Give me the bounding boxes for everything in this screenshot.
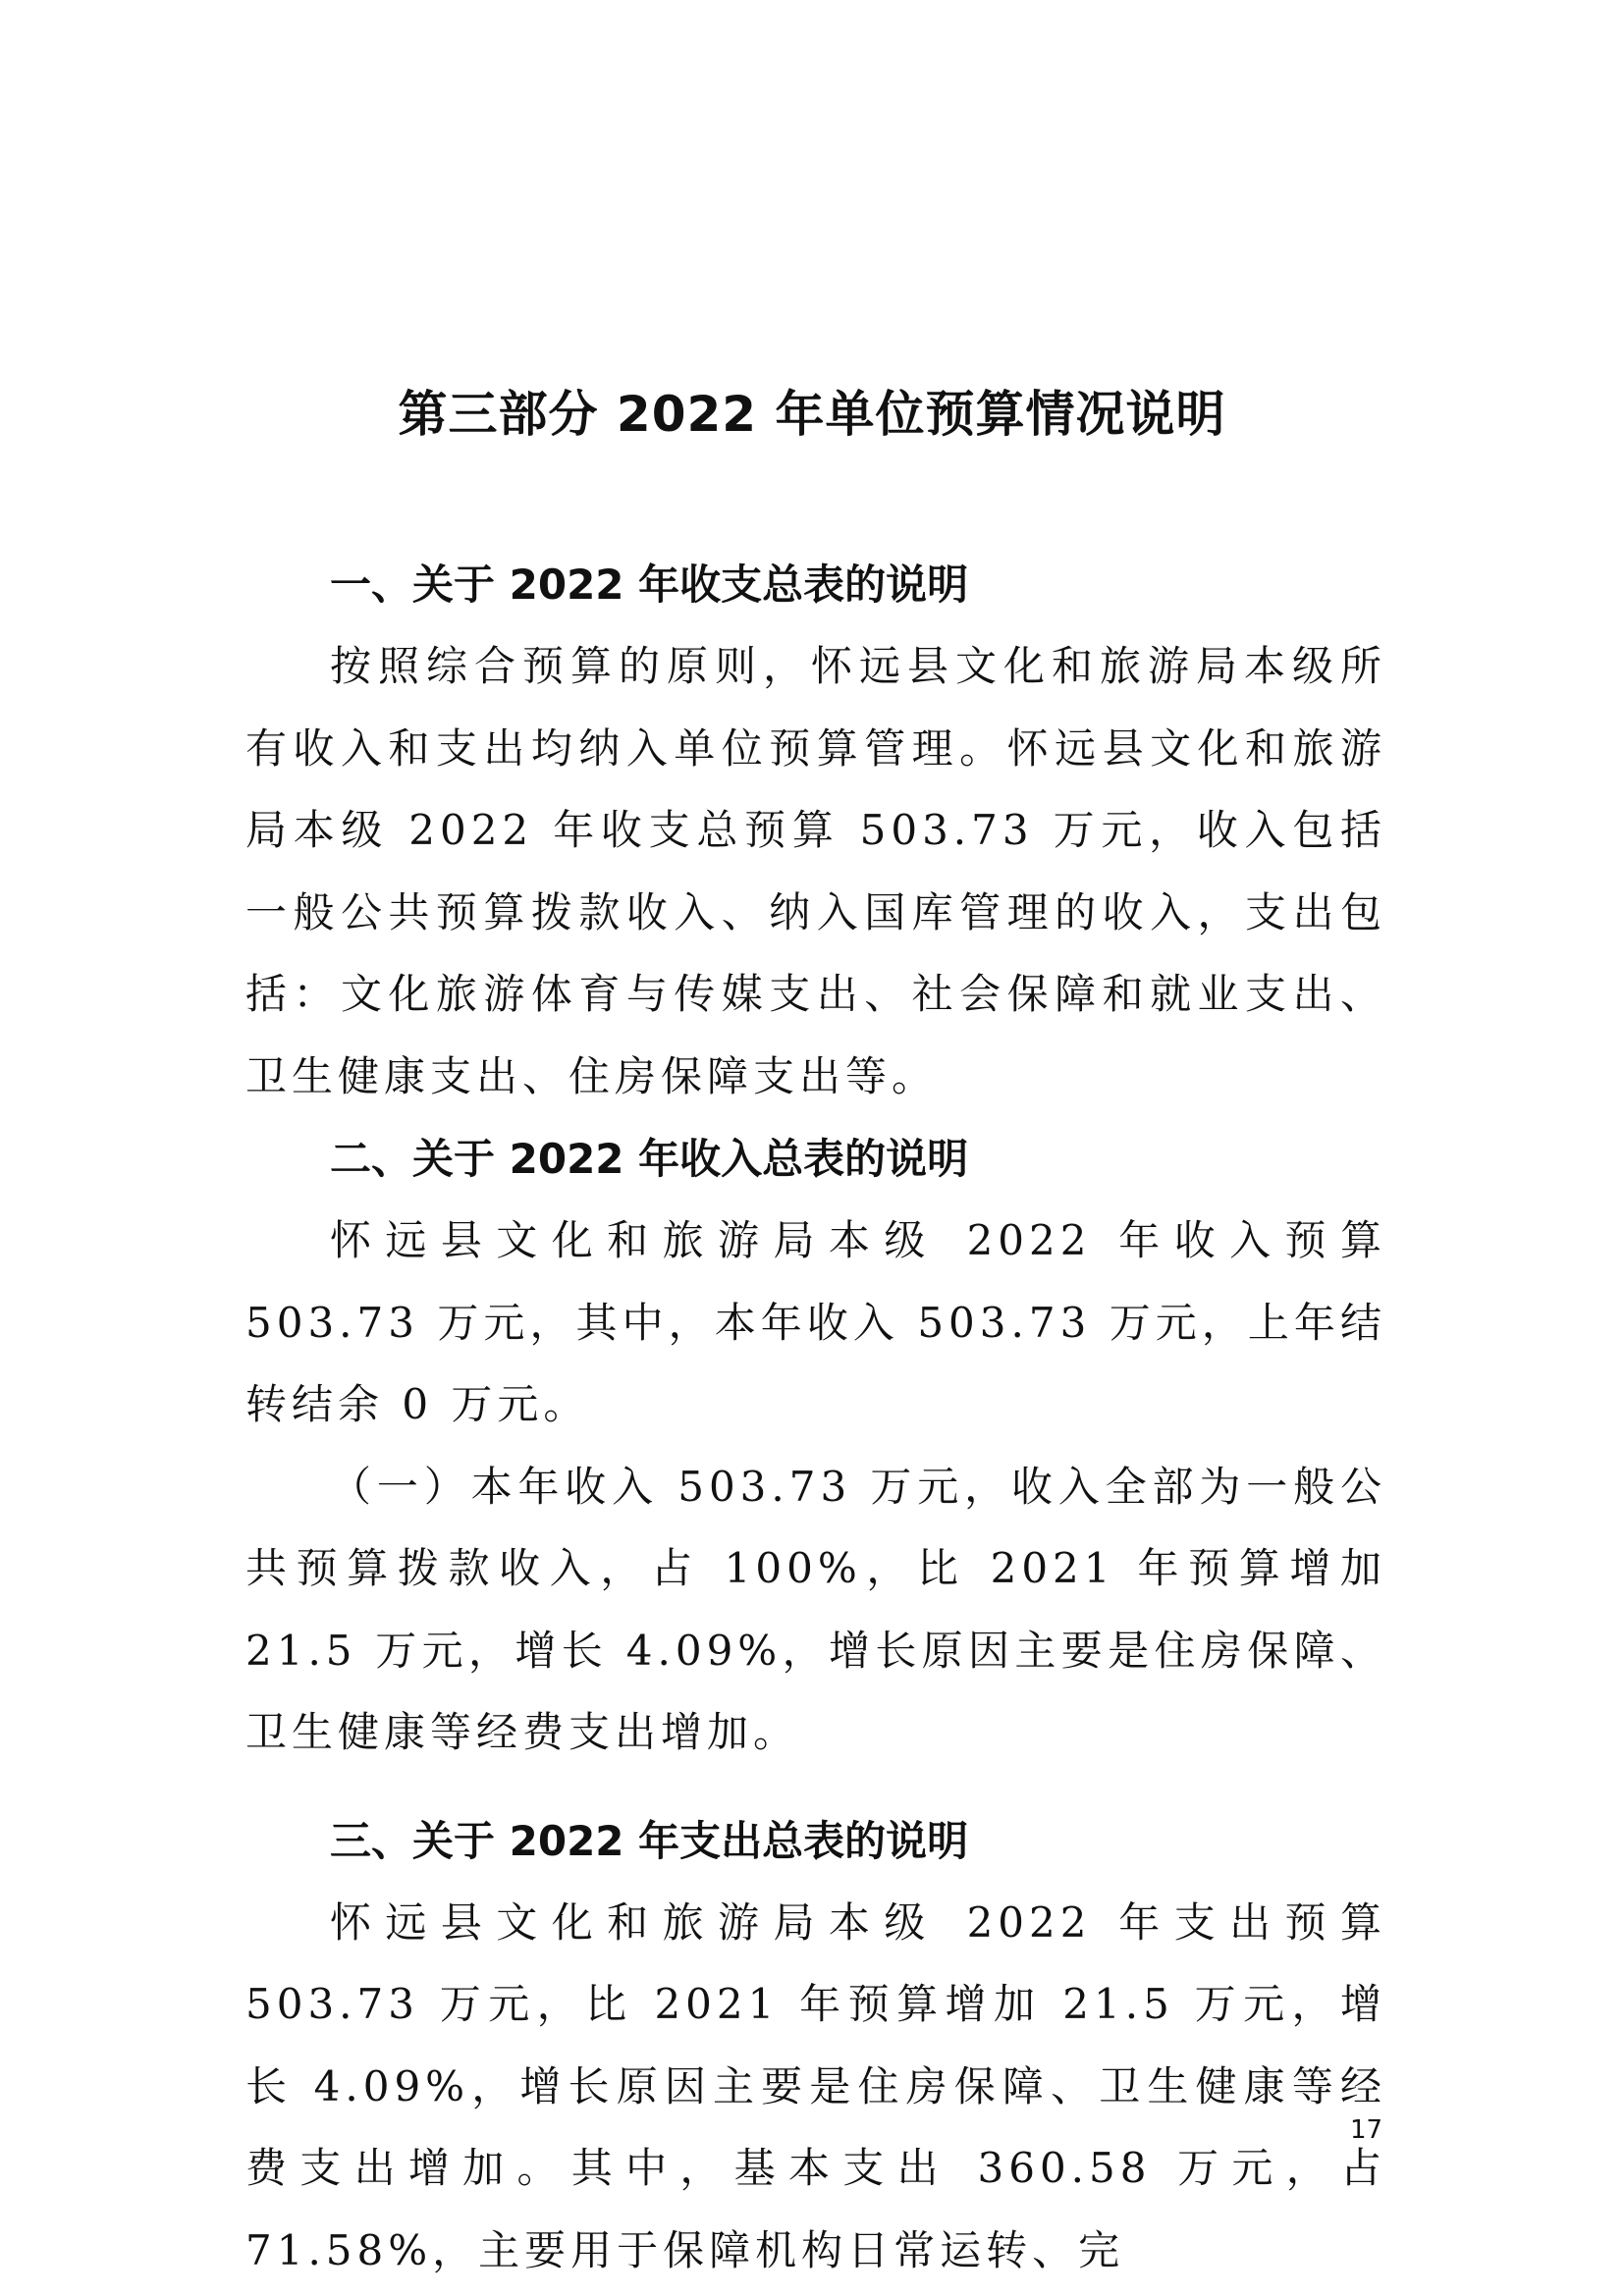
page-title: 第三部分 2022 年单位预算情况说明: [398, 386, 1226, 443]
document-body: [245, 545, 1386, 2291]
section-2-heading: 二、关于 2022 年收入总表的说明: [330, 1135, 969, 1183]
section-1-paragraph-1: 按照综合预算的原则，怀远县文化和旅游局本级所有收入和支出均纳入单位预算管理。怀远县文化和旅游局本级 2022 年收支总预算 503.73 万元，收入包括一般公共预算拨款收入、纳入国库管理的收入，支出包括：文化旅游体育与传媒支出、社会保障和就业支出、卫生健康支出、住房保障支出等。: [245, 642, 1386, 1100]
section-2-paragraph-1: 怀远县文化和旅游局本级 2022 年收入预算 503.73 万元，其中，本年收入 503.73 万元，上年结转结余 0 万元。: [245, 1216, 1386, 1428]
page-number: 17: [1350, 2115, 1383, 2145]
section-2-paragraph-2: （一）本年收入 503.73 万元，收入全部为一般公共预算拨款收入，占 100%，比 2021 年预算增加 21.5 万元，增长 4.09%，增长原因主要是住房保障、卫生健康等经费支出增加。: [245, 1462, 1386, 1756]
section-1-heading: 一、关于 2022 年收支总表的说明: [330, 561, 969, 609]
section-3-paragraph-1: 怀远县文化和旅游局本级 2022 年支出预算 503.73 万元，比 2021 年预算增加 21.5 万元，增长 4.09%，增长原因主要是住房保障、卫生健康等经费支出增加。其中，基本支出 360.58 万元，占 71.58%，主要用于保障机构日常运转、完: [245, 1897, 1386, 2274]
section-3-heading: 三、关于 2022 年支出总表的说明: [330, 1816, 969, 1865]
